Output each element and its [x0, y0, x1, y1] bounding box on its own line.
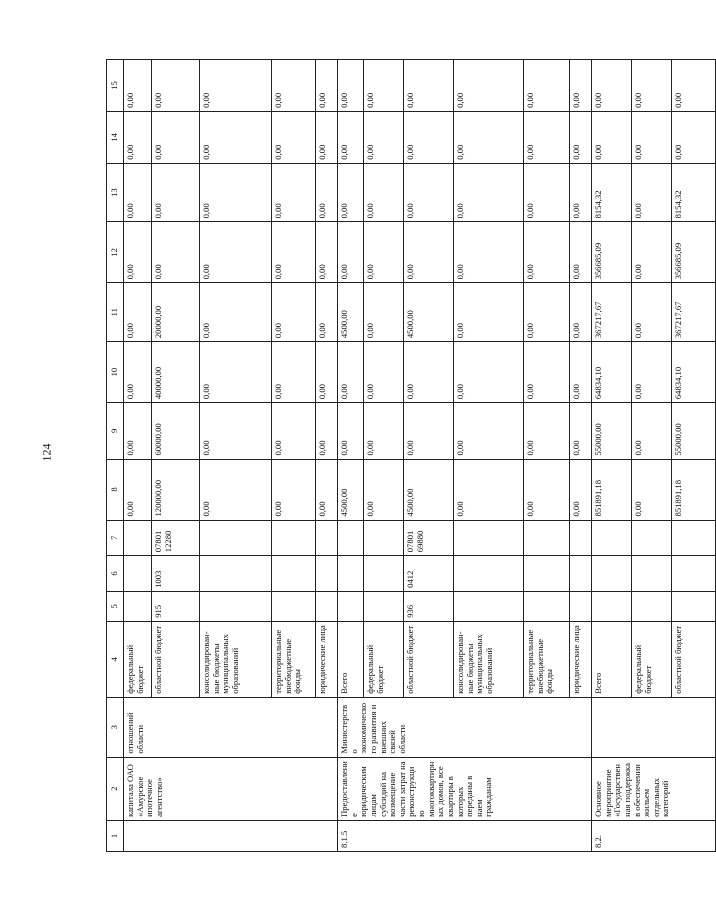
value-cell: 0,00	[454, 403, 524, 459]
grbs-code: 936	[404, 591, 454, 621]
header-row	[107, 60, 124, 852]
grbs-code	[200, 591, 272, 621]
value-cell: 0,00	[524, 283, 570, 342]
table-row	[592, 60, 632, 852]
value-cell: 20000,00	[152, 283, 200, 342]
value-cell: 4500,00	[404, 459, 454, 520]
value-cell: 0,00	[454, 222, 524, 283]
value-cell: 0,00	[152, 163, 200, 222]
value-cell: 0,00	[672, 60, 716, 112]
section-code	[364, 556, 404, 592]
target-article-code	[524, 520, 570, 556]
column-header-3: 3	[107, 697, 124, 757]
value-cell: 0,00	[272, 342, 316, 403]
value-cell: 0,00	[454, 342, 524, 403]
value-cell: 0,00	[570, 342, 592, 403]
value-cell: 0,00	[632, 163, 672, 222]
grbs-code	[672, 591, 716, 621]
value-cell: 0,00	[124, 111, 152, 163]
column-header-6: 6	[107, 556, 124, 592]
value-cell: 0,00	[570, 283, 592, 342]
target-article-code	[672, 520, 716, 556]
value-cell: 4500,00	[404, 283, 454, 342]
value-cell: 0,00	[272, 163, 316, 222]
column-header-1: 1	[107, 820, 124, 851]
column-header-12: 12	[107, 222, 124, 283]
value-cell: 0,00	[570, 222, 592, 283]
value-cell: 0,00	[404, 163, 454, 222]
value-cell: 0,00	[316, 403, 338, 459]
budget-table	[106, 59, 716, 852]
grbs-code	[632, 591, 672, 621]
value-cell: 851891,18	[592, 459, 632, 520]
value-cell: 0,00	[124, 163, 152, 222]
value-cell: 0,00	[454, 111, 524, 163]
column-header-4: 4	[107, 621, 124, 697]
funding-source: консолидирован-ные бюджеты муниципальных образований	[200, 621, 272, 697]
value-cell: 0,00	[524, 111, 570, 163]
value-cell: 0,00	[524, 459, 570, 520]
value-cell: 0,00	[672, 111, 716, 163]
value-cell: 0,00	[338, 111, 364, 163]
value-cell: 0,00	[272, 403, 316, 459]
value-cell: 0,00	[632, 283, 672, 342]
column-header-7: 7	[107, 520, 124, 556]
grbs-code	[524, 591, 570, 621]
value-cell: 0,00	[152, 111, 200, 163]
value-cell: 0,00	[404, 222, 454, 283]
target-article-code	[592, 520, 632, 556]
value-cell: 0,00	[152, 222, 200, 283]
value-cell: 851891,18	[672, 459, 716, 520]
row-number: 8.1.5	[338, 820, 592, 851]
value-cell: 0,00	[316, 222, 338, 283]
value-cell: 0,00	[524, 163, 570, 222]
target-article-code	[454, 520, 524, 556]
value-cell: 356685,09	[672, 222, 716, 283]
value-cell: 0,00	[200, 459, 272, 520]
value-cell: 0,00	[338, 222, 364, 283]
value-cell: 55000,00	[592, 403, 632, 459]
value-cell: 0,00	[364, 60, 404, 112]
value-cell: 0,00	[338, 163, 364, 222]
value-cell: 0,00	[404, 111, 454, 163]
value-cell: 0,00	[200, 111, 272, 163]
value-cell: 0,00	[524, 403, 570, 459]
column-header-8: 8	[107, 459, 124, 520]
value-cell: 0,00	[454, 163, 524, 222]
table-row	[338, 60, 364, 852]
column-header-11: 11	[107, 283, 124, 342]
grbs-code	[338, 591, 364, 621]
grbs-code: 915	[152, 591, 200, 621]
activity-name: капитала ОАО «Амурское ипотечное агентство»	[124, 757, 338, 820]
column-header-2: 2	[107, 757, 124, 820]
section-code	[524, 556, 570, 592]
value-cell: 0,00	[200, 342, 272, 403]
value-cell: 0,00	[200, 60, 272, 112]
value-cell: 0,00	[570, 111, 592, 163]
value-cell: 0,00	[338, 403, 364, 459]
value-cell: 0,00	[272, 60, 316, 112]
value-cell: 0,00	[152, 60, 200, 112]
value-cell: 0,00	[632, 60, 672, 112]
row-number: 8.2.	[592, 820, 716, 851]
section-code	[200, 556, 272, 592]
funding-source: областной бюджет	[672, 621, 716, 697]
funding-source: территориальные внебюджетные фонды	[272, 621, 316, 697]
target-article-code: 07801 12280	[152, 520, 200, 556]
grbs-code	[592, 591, 632, 621]
value-cell: 0,00	[364, 403, 404, 459]
value-cell: 0,00	[364, 222, 404, 283]
value-cell: 367217,67	[672, 283, 716, 342]
value-cell: 0,00	[200, 283, 272, 342]
value-cell: 0,00	[524, 60, 570, 112]
target-article-code	[272, 520, 316, 556]
column-header-9: 9	[107, 403, 124, 459]
target-article-code	[364, 520, 404, 556]
value-cell: 0,00	[404, 342, 454, 403]
section-code	[672, 556, 716, 592]
target-article-code: 07801 69880	[404, 520, 454, 556]
value-cell: 0,00	[200, 163, 272, 222]
value-cell: 0,00	[316, 111, 338, 163]
funding-source: Всего	[592, 621, 632, 697]
funding-source: федеральный бюджет	[632, 621, 672, 697]
grbs-code	[272, 591, 316, 621]
value-cell: 0,00	[454, 459, 524, 520]
value-cell: 0,00	[570, 163, 592, 222]
value-cell: 356685,09	[592, 222, 632, 283]
value-cell: 0,00	[364, 342, 404, 403]
activity-name: Основное мероприятие «Государственная поддержка в обеспечении жильем отдельных категорий	[592, 757, 716, 820]
value-cell: 0,00	[592, 60, 632, 112]
value-cell: 0,00	[454, 60, 524, 112]
funding-source: юридические лица	[570, 621, 592, 697]
value-cell: 0,00	[316, 459, 338, 520]
section-code: 0412	[404, 556, 454, 592]
section-code	[338, 556, 364, 592]
value-cell: 4500,00	[338, 459, 364, 520]
value-cell: 0,00	[272, 111, 316, 163]
section-code	[632, 556, 672, 592]
funding-source: федеральный бюджет	[124, 621, 152, 697]
value-cell: 0,00	[364, 111, 404, 163]
value-cell: 64834,10	[592, 342, 632, 403]
value-cell: 0,00	[404, 403, 454, 459]
value-cell: 0,00	[364, 283, 404, 342]
row-number	[124, 820, 338, 851]
executor-name: Министерство экономического развития и внешних связей области	[338, 697, 592, 757]
funding-source: Всего	[338, 621, 364, 697]
grbs-code	[124, 591, 152, 621]
value-cell: 40000,00	[152, 342, 200, 403]
funding-source: областной бюджет	[404, 621, 454, 697]
section-code	[570, 556, 592, 592]
value-cell: 0,00	[124, 60, 152, 112]
value-cell: 0,00	[632, 403, 672, 459]
target-article-code	[316, 520, 338, 556]
value-cell: 0,00	[272, 459, 316, 520]
value-cell: 0,00	[124, 283, 152, 342]
page-number: 124	[39, 443, 54, 462]
value-cell: 0,00	[632, 459, 672, 520]
column-header-13: 13	[107, 163, 124, 222]
value-cell: 0,00	[124, 459, 152, 520]
value-cell: 0,00	[272, 222, 316, 283]
value-cell: 55000,00	[672, 403, 716, 459]
value-cell: 0,00	[338, 60, 364, 112]
value-cell: 0,00	[570, 459, 592, 520]
value-cell: 367217,67	[592, 283, 632, 342]
funding-source: федеральный бюджет	[364, 621, 404, 697]
section-code	[454, 556, 524, 592]
value-cell: 0,00	[200, 403, 272, 459]
value-cell: 0,00	[592, 111, 632, 163]
funding-source: консолидирован-ные бюджеты муниципальных образований	[454, 621, 524, 697]
value-cell: 0,00	[272, 283, 316, 342]
value-cell: 0,00	[454, 283, 524, 342]
value-cell: 0,00	[364, 459, 404, 520]
target-article-code	[124, 520, 152, 556]
value-cell: 0,00	[316, 342, 338, 403]
column-header-10: 10	[107, 342, 124, 403]
value-cell: 0,00	[570, 60, 592, 112]
value-cell: 0,00	[316, 60, 338, 112]
value-cell: 0,00	[124, 222, 152, 283]
value-cell: 4500,00	[338, 283, 364, 342]
executor-name: отношений области	[124, 697, 338, 757]
value-cell: 0,00	[524, 342, 570, 403]
value-cell: 64834,10	[672, 342, 716, 403]
section-code	[316, 556, 338, 592]
column-header-5: 5	[107, 591, 124, 621]
value-cell: 60000,00	[152, 403, 200, 459]
value-cell: 0,00	[404, 60, 454, 112]
target-article-code	[338, 520, 364, 556]
value-cell: 0,00	[316, 283, 338, 342]
funding-source: юридические лица	[316, 621, 338, 697]
grbs-code	[570, 591, 592, 621]
value-cell: 0,00	[632, 111, 672, 163]
value-cell: 0,00	[364, 163, 404, 222]
funding-source: областной бюджет	[152, 621, 200, 697]
target-article-code	[632, 520, 672, 556]
value-cell: 0,00	[316, 163, 338, 222]
value-cell: 0,00	[570, 403, 592, 459]
activity-name: Предоставление юридическим лицам субсидий на возмещение части затрат на реконструкцию многоквартирных домов, все квартиры в которых переданы в наем гражданам	[338, 757, 592, 820]
value-cell: 8154,32	[592, 163, 632, 222]
grbs-code	[454, 591, 524, 621]
rotated-table-container	[106, 59, 683, 852]
section-code: 1003	[152, 556, 200, 592]
value-cell: 0,00	[200, 222, 272, 283]
section-code	[272, 556, 316, 592]
column-header-14: 14	[107, 111, 124, 163]
column-header-15: 15	[107, 60, 124, 112]
grbs-code	[364, 591, 404, 621]
section-code	[592, 556, 632, 592]
table-row	[124, 60, 152, 852]
value-cell: 0,00	[632, 342, 672, 403]
executor-name	[592, 697, 716, 757]
value-cell: 120000,00	[152, 459, 200, 520]
value-cell: 0,00	[124, 342, 152, 403]
target-article-code	[200, 520, 272, 556]
funding-source: территориальные внебюджетные фонды	[524, 621, 570, 697]
target-article-code	[570, 520, 592, 556]
grbs-code	[316, 591, 338, 621]
value-cell: 0,00	[632, 222, 672, 283]
value-cell: 0,00	[124, 403, 152, 459]
value-cell: 0,00	[524, 222, 570, 283]
section-code	[124, 556, 152, 592]
value-cell: 0,00	[338, 342, 364, 403]
value-cell: 8154,32	[672, 163, 716, 222]
